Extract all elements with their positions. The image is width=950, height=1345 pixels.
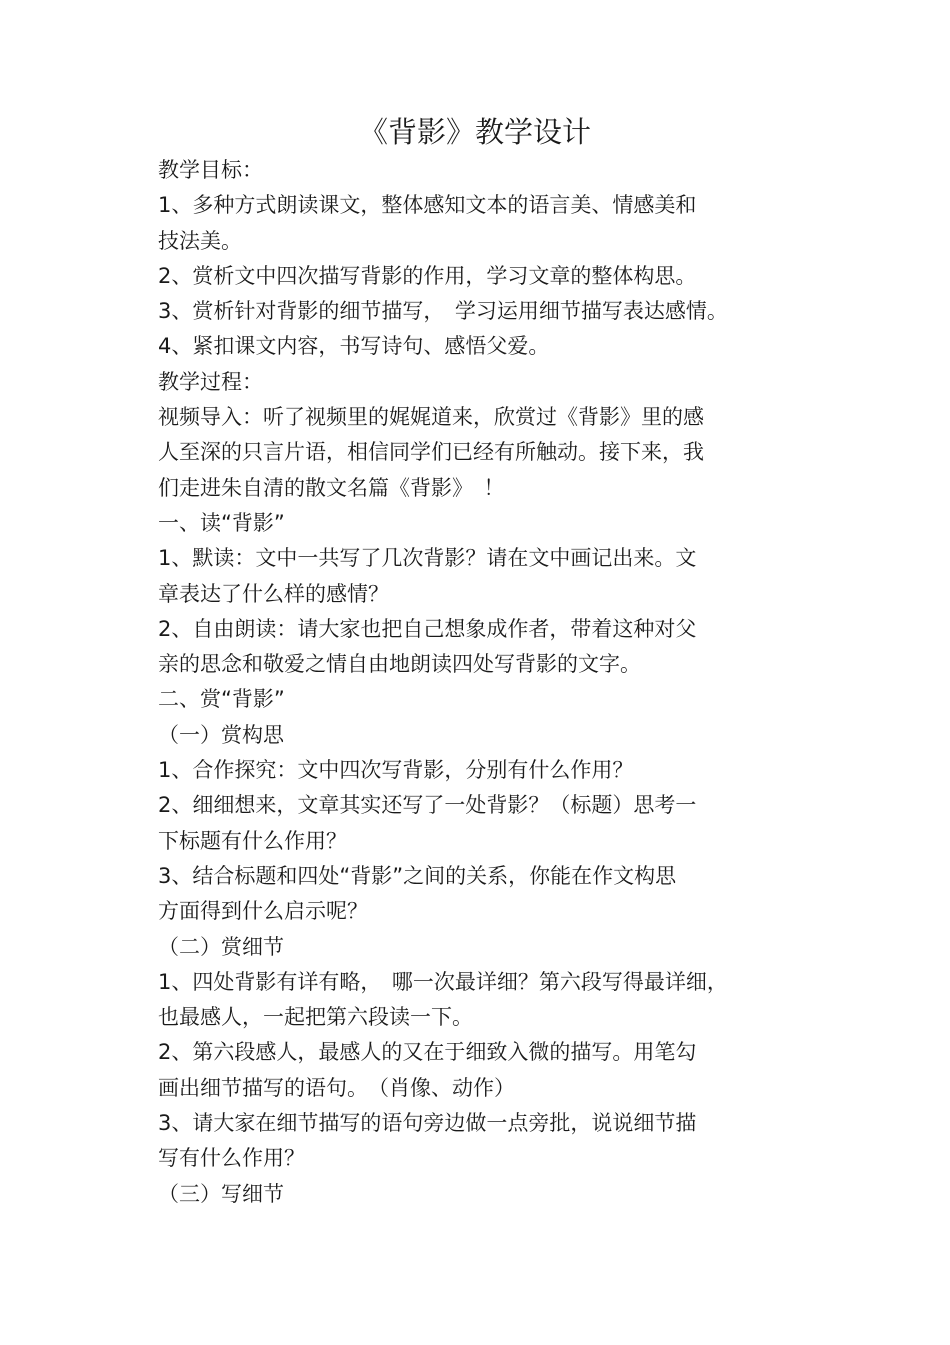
text-line: 教学目标： (158, 158, 263, 182)
text-line: 教学过程： (158, 369, 263, 394)
text-line: （三）写细节 (158, 1181, 284, 1206)
text-line: 3、请大家在细节描写的语句旁边做一点旁批，说说细节描 (158, 1111, 697, 1136)
text-line: 3、赏析针对背影的细节描写， 学习运用细节描写表达感情。 (158, 299, 728, 324)
text-line: （一）赏构思 (158, 722, 284, 747)
text-line: 亲的思念和敬爱之情自由地朗读四处写背影的文字。 (158, 652, 641, 677)
text-line: （二）赏细节 (158, 934, 284, 959)
document-body (158, 153, 798, 1212)
text-line: 一、读“背影” (158, 510, 285, 535)
text-line: 章表达了什么样的感情？ (158, 581, 389, 606)
text-line: 4、紧扣课文内容，书写诗句、感悟父爱。 (158, 334, 550, 359)
text-line: 下标题有什么作用？ (158, 828, 347, 853)
text-line: 3、结合标题和四处“背影”之间的关系，你能在作文构思 (158, 863, 677, 888)
text-line: 2、第六段感人，最感人的又在于细致入微的描写。用笔勾 (158, 1040, 697, 1065)
text-line: 1、四处背影有详有略， 哪一次最详细？第六段写得最详细， (158, 969, 728, 994)
text-line: 也最感人，一起把第六段读一下。 (158, 1005, 473, 1030)
text-line: 2、赏析文中四次描写背影的作用，学习文章的整体构思。 (158, 263, 697, 288)
text-line: 1、默读：文中一共写了几次背影？请在文中画记出来。文 (158, 546, 697, 571)
document-title: 《背影》教学设计 (358, 115, 591, 149)
text-line: 1、合作探究：文中四次写背影，分别有什么作用？ (158, 758, 634, 783)
text-line: 二、赏“背影” (158, 687, 285, 712)
text-line: 人至深的只言片语，相信同学们已经有所触动。接下来，我 (158, 440, 704, 465)
text-line: 视频导入：听了视频里的娓娓道来，欣赏过《背影》里的感 (158, 405, 704, 430)
text-line: 画出细节描写的语句。 （肖像、动作） (158, 1075, 515, 1100)
text-line: 技法美。 (158, 228, 242, 253)
text-line: 1、多种方式朗读课文，整体感知文本的语言美、情感美和 (158, 193, 697, 218)
text-line: 2、自由朗读：请大家也把自己想象成作者，带着这种对父 (158, 616, 697, 641)
text-line: 们走进朱自清的散文名篇《背影》 ！ (158, 475, 505, 500)
text-line: 写有什么作用？ (158, 1146, 305, 1171)
text-line: 2、细细想来，文章其实还写了一处背影？（标题）思考一 (158, 793, 697, 818)
text-line: 方面得到什么启示呢？ (158, 899, 368, 924)
